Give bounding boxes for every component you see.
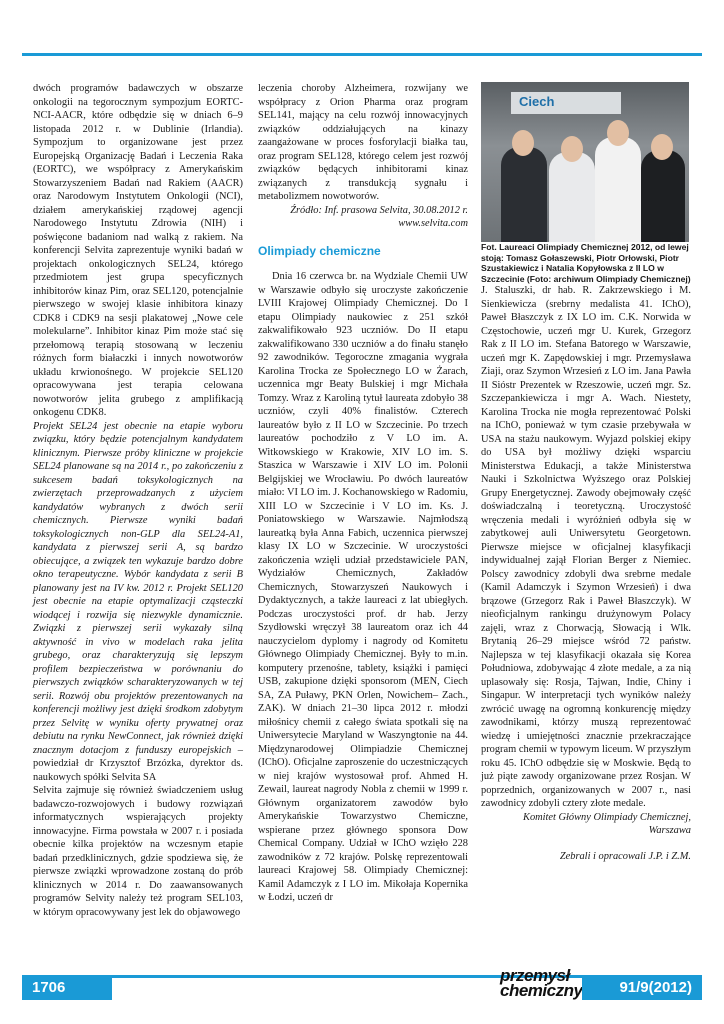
logo-line-1: przemysł [500, 966, 570, 985]
person-figure [595, 137, 641, 242]
person-figure [641, 150, 685, 242]
source-url: www.selvita.com [398, 218, 468, 229]
col2-paragraph-2: Dnia 16 czerwca br. na Wydziale Chemii UW w Warszawie odbyło się uroczyste zakończenie LVIII Krajowej Olimpiady Chemicznej. Do I etapu Olimpiady naukowiec z 251 szkół zakwalifikowało 923 uczniów. Do II etapu zakwalifikowano 330 uczniów a do finału stanęło 92 zawodników. Tegoroczne zmagania wygrała Karolina Trocka ze Społecznego LO w Żarach, uczennica mgr Beaty Bulskiej i mgr Michała Tomzy. Wraz z Karoliną tytuł laureata zdobyło 38 uczniów, czyli 40% finalistów. Czterech laureatów było z II LO w Szczecinie. Po trzech laureatów pochodziło z V LO im. A. Witkowskiego w Krakowie, XIV LO im. S. Staszica w Warszawie i XIV LO im. Polonii Belgijskiej we Wrocławiu. Po dwóch laureatów miało: VI LO im. J. Kochanowskiego w Radomiu, XIII LO w Szczecinie i V LO im. Ks. J. Poniatowskiego w Warszawie. Najmłodszą laureatką była Anna Fabich, uczennica pierwszej klasy IX LO w Szczecinie. W uroczystości zakończenia wzięli udział przedstawiciele PAN, Wydziałów Chemicznych, Zakładów Chemicznych, Stowarzyszeń Naukowych i Dydaktycznych, a także laureaci z lat ubiegłych. Podczas uroczystości prof. dr hab. Jerzy Szydłowski wręczył 38 laureatom oraz ich 44 nauczycielom dyplomy i nagrody od Komitetu Głównego Olimpiady Chemicznej. Były to m.in. komputery przenośne, tablety, książki i pamięci USB, zakupione dzięki sponsorom (MEN, Ciech SA, ZA Puławy, PKN Orlen, Nowichem– Zach., ZAK). W dniach 21–30 lipca 2012 r. młodzi miłośnicy chemii z całego świata spotkali się na Uniwersytecie Maryland w Waszyngtonie na 44. Międzynarodowej Olimpiadzie Chemicznej (IChO). Oficjalne zaproszenie do uczestniczących w niej krajów wystosował prof. Ahmed H. Zewail, laureat nagrody Nobla z chemii w 1999 r. Głównym organizatorem zawodów było Amerykańskie Towarzystwo Chemiczne, wspierane przez głównego sponsora Dow Chemical Company. Udział w IChO wzięło 228 zawodników z 72 krajów. Polskę reprezentowali laureaci Krajowej 58. Olimpiady Chemicznej: Kamil Adamczyk z I LO im. Mikołaja Kopernika w Łodzi, uczeń dr [258, 271, 468, 903]
column-1 [33, 82, 243, 919]
person-head [607, 120, 629, 146]
page-number: 1706 [22, 976, 112, 1000]
banner-text: Ciech [519, 94, 555, 109]
photo-caption: Fot. Laureaci Olimpiady Chemicznej 2012, od lewej stoją: Tomasz Gołaszewski, Piotr Orłowski, Piotr Szustakiewicz i Natalia Kopyłowska z II LO w Szczecinie (Foto: archiwum Olimpiady Chemicznej) [481, 242, 691, 284]
person-head [651, 134, 673, 160]
col1-quote-attribution: – powiedział dr Krzysztof Brzózka, dyrektor ds. naukowych spółki Selvita SA [33, 744, 243, 783]
signature-line-1: Komitet Główny Olimpiady Chemicznej, [523, 811, 691, 823]
col3-paragraph-1: J. Staluszki, dr hab. R. Zakrzewskiego i M. Sienkiewicza (srebrny medalista 41. IChO), Paweł Błaszczyk z IX LO im. C.K. Norwida w Częstochowie, uczeń mgr U. Kurek, Grzegorz Rak z II LO im. Stefana Batorego w Warszawie, uczeń mgr K. Zapędowskiej i mgr. Przemysława Ziaji, oraz Szymon Wrzesień z LO im. Jana Pawła II Sióstr Prezentek w Rzeszowie, uczeń mgr. Sz. Szczepankiewicza i mgr A. Wach. Niestety, Karolina Trocka nie mogła reprezentować Polski na IChO, ponieważ w tym czasie przebywała w USA na stażu naukowym. Wyjazd polskiej ekipy do USA był możliwy dzięki wsparciu Ministerstwa Edukacji, a także Ministerstwa Nauki i Szkolnictwa Wyższego oraz Polskiej Grupy Energetycznej. Zawody obejmowały część doświadczalną i teoretyczną. Uroczystość wręczenia medali i wyróżnień odbyła się w zabytkowej auli Uniwersytetu Georgetown. Pierwsze miejsce w oficjalnej klasyfikacji indywidualnej zajął Florian Berger z Niemiec. Polscy zawodnicy zdobyli dwa srebrne medale (Kamil Adamczyk i Szymon Wrzesień) i dwa brązowe (Grzegorz Rak i Paweł Błaszczyk). W nieoficjalnym rankingu drużynowym Polacy zajęli, wraz z Chorwacją, Słowacją i Wlk. Brytanią 26–29 miejsce wśród 72 państw. Najlepsza w tej klasyfikacji okazała się Korea Południowa, zdobywając 4 złote medale, a za nią uplasowały się: Rosja, Tajwan, Indie, Chiny i Singapur. W interpretacji tych wyników należy zwrócić uwagę na ogromną konkurencję między zawodnikami, którzy muszą reprezentować wiedzę i umiejętności znacznie przekraczające program chemii w typowym liceum. W przyszłym roku 45. IChO odbędzie się w Moskwie. Będą to już piąte zawody organizowane przez Rosjan. W poprzednich, organizowanych w 2007 r., nasi zawodnicy zdobyli cztery złote medale. [481, 285, 691, 810]
signature-line-2: Warszawa [648, 825, 691, 837]
col1-paragraph-1: dwóch programów badawczych w obszarze onkologii na tegorocznym sympozjum EORTC-NCI-AACR, które odbędzie się w dniach 6–9 listopada 2012 r. w Dublinie (Irlandia). Sympozjum to organizowane jest przez Europejską Organizację Badań i Leczenia Raka (EORTC), we współpracy z Amerykańskim Stowarzyszeniem Badań nad Rakiem (AACR) oraz Narodowym Instytutem Onkologii (NCI), działem amerykańskiej rządowej agencji Narodowego Instytutu Zdrowia (NIH) i poświęcone badaniom nad walką z rakiem. Na konferencji Selvita zaprezentuje wyniki badań w projektach onkologicznych SEL24, którego przedmiotem jest grupa specyficznych inhibitorów kinaz Pim, oraz SEL120, potencjalnie pierwszego w swojej klasie inhibitora kinazy CDK8 i CDK9 na sesji plakatowej „Nowe cele molekularne”. Inhibitor kinaz Pim może stać się przełomową terapią stosowaną w leczeniu różnych form białaczki i innych nowotworów układu krwionośnego. W projekcie SEL120 opracowywana jest terapia celowana nowotworów jelita grubego z amplifikacją onkogenu CDK8. [33, 83, 243, 418]
logo-line-2: chemiczny [500, 981, 583, 1000]
journal-logo [500, 968, 590, 1008]
person-figure [501, 147, 547, 242]
person-head [561, 136, 583, 162]
issue-number: 91/9(2012) [582, 976, 702, 1000]
col1-quote [33, 420, 243, 785]
laureates-photo [481, 82, 689, 242]
col1-quote-text: Projekt SEL24 jest obecnie na etapie wyboru związku, który będzie potencjalnym kandydatem klinicznym. Pierwsze próby kliniczne w projekcie SEL24 planowane są na 2014 r., po zakończeniu z sukcesem badań toksykologicznych na zwierzętach przeprowadzanych z użyciem kandydatów wybranych z dwóch serii chemicznych. Pierwsze wyniki badań toksykologicznych non-GLP dla SEL24-A1, kandydata z pierwszej serii A, są bardzo obiecujące, a związek ten wykazuje bardzo dobre okno terapeutyczne. Wybór kandydata z serii B planowany jest na IV kw. 2012 r. Projekt SEL120 jest obecnie na etapie optymalizacji cząsteczki wiodącej i rozwija się niezwykle dynamicznie. Związki z pierwszej serii wykazały silną aktywność in vivo w modelach raka jelita grubego, oraz charakteryzują się lepszym profilem bezpieczeństwa w porównaniu do pierwszych związków scharakteryzowanych w tej serii. Rozwój obu projektów prezentowanych na konferencji możliwy jest dzięki środkom zdobytym przez Selvitę w wyniku oferty prywatnej oraz debiutu na rynku NewConnect, jak również dzięki znacznym dotacjom z funduszy europejskich [33, 420, 243, 756]
column-2 [258, 82, 468, 905]
ciech-banner [511, 92, 621, 114]
column-3 [481, 82, 691, 863]
col2-paragraph-1: leczenia choroby Alzheimera, rozwijany we współpracy z Orion Pharma oraz program SEL141, mający na celu rozwój innowacyjnych związków oddziałujących na kinazy zaangażowane w proces fosforylacji białka tau, oraz program SEL128, którego celem jest rozwój związków będących inhibitorami kinaz związanych z transdukcją sygnału i metabolizmem nowotworów. [258, 83, 468, 202]
person-head [512, 130, 534, 156]
person-figure [549, 152, 595, 242]
top-rule [22, 53, 702, 56]
col1-paragraph-3: Selvita zajmuje się również świadczeniem usług badawczo-rozwojowych i budowy rozwiązań informatycznych wspierających projekty innowacyjne. Firma powstała w 2007 r. i posiada obecnie kilka projektów na wczesnym etapie badań przedklinicznych, gdzie spodziewa się, że pierwsze związki wprowadzone zostaną do prób klinicznych w 2014 r. Do zaawansowanych programów Selvity należy też program SEL103, w którym opracowywany jest lek do objawowego [33, 785, 243, 918]
compiled-by: Zebrali i opracowali J.P. i Z.M. [559, 850, 691, 862]
section-title: Olimpiady chemiczne [258, 243, 381, 258]
source-note: Źródło: Inf. prasowa Selvita, 30.08.2012 r. [290, 204, 468, 216]
